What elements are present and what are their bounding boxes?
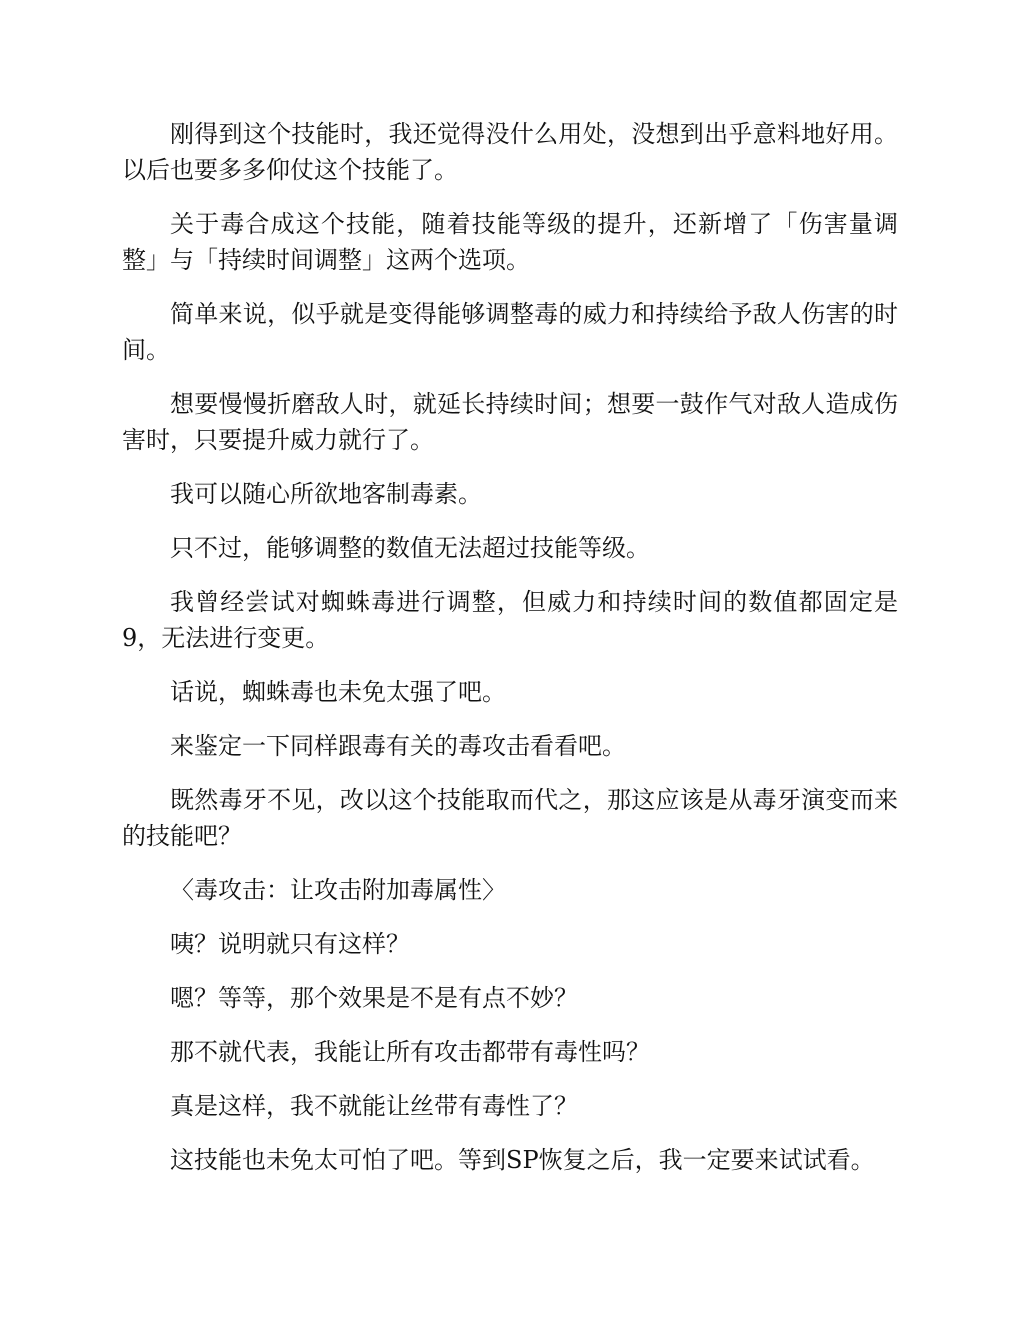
paragraph-13: 嗯？等等，那个效果是不是有点不妙？ xyxy=(170,984,578,1012)
document-page xyxy=(122,116,898,1196)
paragraph-8: 话说，蜘蛛毒也未免太强了吧。 xyxy=(170,678,506,706)
paragraph-4: 想要慢慢折磨敌人时，就延长持续时间；想要一鼓作气对敌人造成伤害时，只要提升威力就行了。 xyxy=(122,390,898,454)
paragraph-3: 简单来说，似乎就是变得能够调整毒的威力和持续给予敌人伤害的时间。 xyxy=(122,300,898,364)
paragraph-9: 来鉴定一下同样跟毒有关的毒攻击看看吧。 xyxy=(170,732,626,760)
paragraph-16: 这技能也未免太可怕了吧。等到SP恢复之后，我一定要来试试看。 xyxy=(170,1146,875,1174)
paragraph-10: 既然毒牙不见，改以这个技能取而代之，那这应该是从毒牙演变而来的技能吧？ xyxy=(122,786,898,850)
paragraph-1: 刚得到这个技能时，我还觉得没什么用处，没想到出乎意料地好用。以后也要多多仰仗这个技能了。 xyxy=(122,120,898,184)
paragraph-7: 我曾经尝试对蜘蛛毒进行调整，但威力和持续时间的数值都固定是9，无法进行变更。 xyxy=(122,588,898,652)
paragraph-12: 咦？说明就只有这样？ xyxy=(170,930,410,958)
paragraph-2: 关于毒合成这个技能，随着技能等级的提升，还新增了「伤害量调整」与「持续时间调整」这两个选项。 xyxy=(122,210,898,274)
paragraph-5: 我可以随心所欲地客制毒素。 xyxy=(170,480,482,508)
paragraph-14: 那不就代表，我能让所有攻击都带有毒性吗？ xyxy=(170,1038,650,1066)
paragraph-15: 真是这样，我不就能让丝带有毒性了？ xyxy=(170,1092,578,1120)
paragraph-6: 只不过，能够调整的数值无法超过技能等级。 xyxy=(170,534,650,562)
paragraph-11: 〈毒攻击：让攻击附加毒属性〉 xyxy=(170,876,506,904)
